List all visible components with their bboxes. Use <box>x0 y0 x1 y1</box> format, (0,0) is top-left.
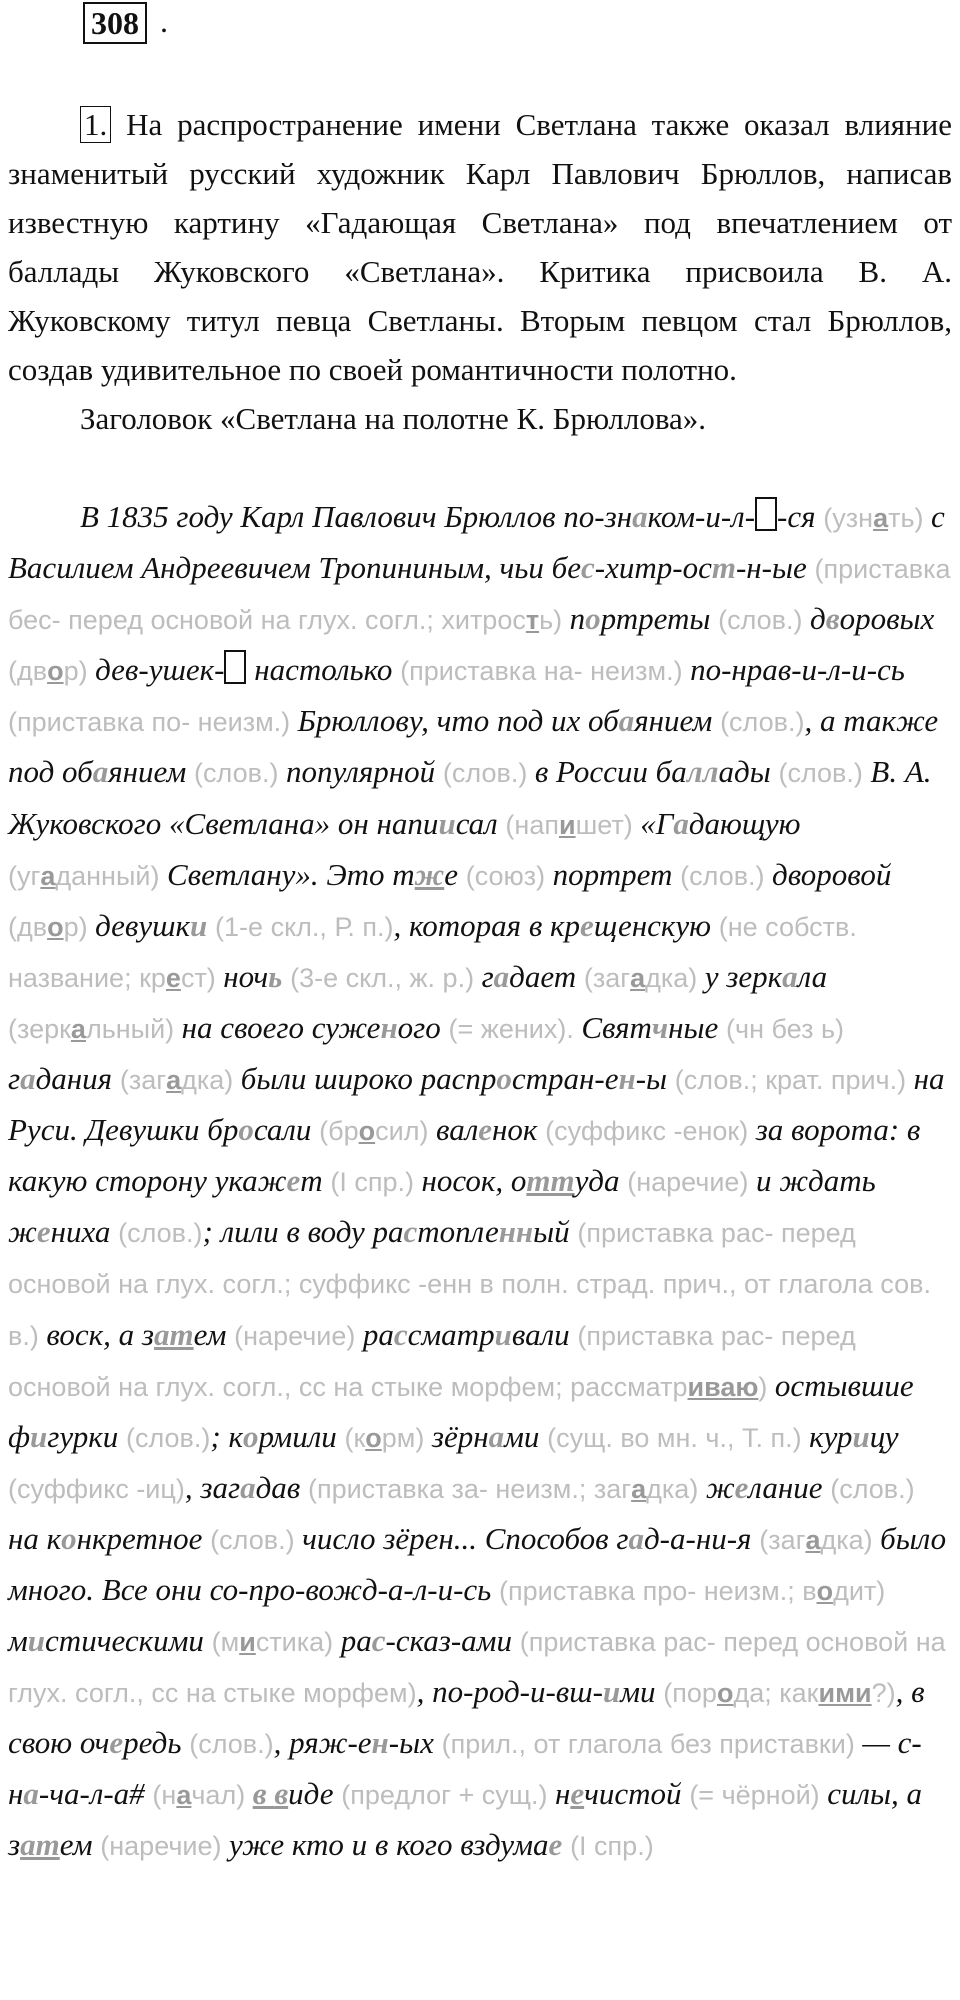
note: (слов.) <box>194 758 286 789</box>
note <box>584 963 705 993</box>
exercise-number-dot: . <box>160 3 168 39</box>
text-run: (бр <box>319 1116 359 1147</box>
text-run: дка) <box>645 962 705 993</box>
note <box>319 1116 436 1146</box>
text-run: было много. Все они со-про-вожд-а-л-и-сь <box>8 1520 947 1607</box>
highlighted-letter: е <box>165 962 181 993</box>
text-run: (дв <box>8 656 48 687</box>
note <box>152 1780 252 1810</box>
text-run: рм) <box>381 1422 432 1453</box>
highlighted-letter: а <box>40 860 56 891</box>
note <box>308 1474 706 1504</box>
note: (сущ. во мн. ч., Т. п.) <box>547 1422 810 1453</box>
note: (= жених). <box>448 1013 582 1044</box>
text-run: (к <box>344 1422 366 1453</box>
text-run: (н <box>152 1780 177 1811</box>
highlighted-letter: е <box>109 1725 124 1761</box>
text-run: рмили <box>258 1418 345 1454</box>
text-run: редь <box>123 1725 190 1761</box>
text-run: сали <box>253 1112 320 1148</box>
note: (= чёрной) <box>689 1780 828 1811</box>
text-run: (приставка за- неизм.; заг <box>307 1473 632 1504</box>
text-run: шет) <box>575 809 641 840</box>
highlighted-letter: о <box>47 911 64 942</box>
text-run: ?) <box>871 1678 896 1709</box>
note: (слов.; крат. прич.) <box>674 1065 914 1096</box>
text-run: ст) <box>180 962 224 993</box>
text-run: ла <box>797 958 828 994</box>
text-run: (приставка рас- перед основой на глух. согл., сс на стыке морфем; рассматр <box>8 1320 856 1402</box>
text-run: е <box>444 856 466 892</box>
text-run: «Г <box>640 805 674 841</box>
highlighted-letter: с <box>393 1316 408 1352</box>
highlighted-letter: ч <box>651 1009 669 1045</box>
text-run: дав <box>255 1469 308 1505</box>
highlighted-letter: о <box>585 601 601 637</box>
text-run: , заг <box>184 1469 241 1505</box>
text-run: дания <box>35 1061 120 1097</box>
text-run: р) <box>63 911 96 942</box>
note: (приставка рас- перед основой на глух. согл.; суффикс -енн в полн. страд. прич., от глагола сов. в.) <box>8 1218 931 1351</box>
text-run: сматр <box>407 1316 495 1352</box>
highlighted-letter: е <box>548 1827 563 1863</box>
text-run: -хитр-ос <box>594 550 712 586</box>
text-run: у зерк <box>704 958 783 994</box>
text-run: цу <box>869 1418 899 1454</box>
text-run: дворовой <box>772 856 892 892</box>
highlighted-letter: а <box>176 1780 192 1811</box>
text-run: ого <box>397 1009 449 1045</box>
highlighted-letter: е <box>478 1112 492 1148</box>
highlighted-letter: а <box>493 958 510 994</box>
text-run: дка) <box>181 1065 241 1096</box>
highlighted-letter: а <box>618 703 635 739</box>
note <box>344 1423 431 1453</box>
note: (наречие) <box>100 1831 229 1862</box>
text-run: оровых <box>839 601 935 637</box>
text-run: ми <box>620 1674 664 1710</box>
note: (I спр.) <box>570 1831 654 1862</box>
intro-paragraph-2: Заголовок «Светлана на полотне К. Брюллова». <box>80 401 707 436</box>
text-run <box>207 908 215 943</box>
text-run: по-нрав-и-л-и-сь <box>690 652 905 688</box>
highlighted-letter: о <box>238 1112 254 1148</box>
text-run: (нап <box>505 809 559 840</box>
note <box>505 810 640 840</box>
note: (слов.) <box>778 758 871 789</box>
text-run: (заг <box>583 962 631 993</box>
highlighted-letter: иваю <box>687 1371 759 1402</box>
highlighted-letter: т <box>711 550 736 586</box>
highlighted-letter: а <box>92 754 109 790</box>
text-run <box>282 959 290 994</box>
highlighted-letter: н <box>618 1061 636 1097</box>
text-run: стика) <box>255 1627 341 1658</box>
text-run: на к <box>8 1520 62 1556</box>
text-run: н <box>554 1776 571 1812</box>
text-run: стран-е <box>511 1061 619 1097</box>
text-run: дающую <box>688 805 801 841</box>
note <box>8 1014 182 1044</box>
text-run: были широко распр <box>240 1061 497 1097</box>
text-run: т <box>300 1163 331 1199</box>
text-run: -ся <box>777 499 824 534</box>
highlighted-letter: а <box>23 1776 39 1812</box>
text-run: ком-и-л- <box>647 499 756 534</box>
text-run: п <box>569 601 586 637</box>
highlighted-letter: о <box>716 1678 734 1709</box>
text-run: дка) <box>646 1473 706 1504</box>
text-run: и ждать ж <box>8 1163 876 1250</box>
text-run: щенскую <box>593 907 719 943</box>
note: (слов.) <box>718 605 811 636</box>
highlighted-letter: о <box>496 1061 512 1097</box>
text-run: ра <box>340 1623 372 1659</box>
text-run: данный) <box>55 860 167 891</box>
text-run: (приставка про- неизм.; в <box>499 1575 817 1606</box>
highlighted-letter: е <box>580 907 594 943</box>
text-run: д-а-ни-я <box>644 1520 760 1556</box>
text-run: янием <box>108 754 195 790</box>
note <box>663 1678 895 1708</box>
highlighted-letter: и <box>494 1316 512 1352</box>
highlighted-letter: е <box>286 1163 301 1199</box>
intro-text <box>8 100 952 443</box>
highlighted-letter: и <box>603 1674 621 1710</box>
text-run: стическими <box>45 1623 212 1659</box>
text-run: вал <box>435 1112 479 1148</box>
text-run: с Василием Андреевичем Тропининым, чьи бе <box>8 499 945 586</box>
note: (прил., от глагола без приставки) <box>441 1729 863 1760</box>
text-run: дает <box>509 958 584 994</box>
text-run: ; лили в воду ра <box>202 1214 404 1250</box>
text-run: (зерк <box>8 1013 71 1044</box>
text-run: ем <box>193 1316 235 1352</box>
text-run: ра <box>362 1316 394 1352</box>
text-run: иде <box>288 1776 342 1812</box>
text-run: (м <box>211 1627 240 1658</box>
zero-ending-box <box>224 650 246 684</box>
note: (суффикс -иц) <box>8 1473 185 1504</box>
note: (слов.) <box>118 1218 203 1249</box>
text-run: г <box>8 1061 21 1097</box>
highlighted-letter: в <box>252 1776 275 1812</box>
highlighted-letter: ь <box>268 958 283 994</box>
note: (I спр.) <box>330 1167 422 1198</box>
text-run: -сказ-ами <box>385 1623 520 1659</box>
text-run <box>562 1827 570 1862</box>
text-run: ь) <box>539 605 570 636</box>
note: (слов.) <box>442 758 535 789</box>
text-run: льный) <box>85 1013 182 1044</box>
text-run: , а также под об <box>8 703 939 790</box>
text-run: -ы <box>635 1061 675 1097</box>
text-run: -ча-л-а# <box>38 1776 153 1812</box>
highlighted-letter: лл <box>686 754 719 790</box>
text-run: ные <box>668 1009 727 1045</box>
highlighted-letter: нн <box>498 1214 534 1250</box>
text-run: ть) <box>888 503 932 533</box>
text-run: (дв <box>8 911 48 942</box>
note: (предлог + сущ.) <box>341 1780 555 1811</box>
highlighted-letter: и <box>190 907 208 943</box>
text-run: Светлану». Это т <box>166 856 415 892</box>
highlighted-letter: е <box>734 1469 749 1505</box>
highlighted-letter: а <box>70 1013 86 1044</box>
highlighted-letter: о <box>816 1575 834 1606</box>
text-run: настолько <box>246 652 401 688</box>
text-run: янием <box>634 703 721 739</box>
text-run: чистой <box>584 1776 690 1812</box>
highlighted-letter: а <box>805 1524 821 1555</box>
highlighted-letter: ат <box>20 1827 60 1863</box>
text-run: Брюллову, что под их об <box>297 703 619 739</box>
highlighted-letter: с <box>403 1214 418 1250</box>
highlighted-letter: и <box>438 805 456 841</box>
note: (1-е скл., Р. п.) <box>215 911 394 942</box>
note: (приставка рас- перед основой на глух. согл., сс на стыке морфем) <box>8 1627 946 1709</box>
text-run: В 1835 году Карл Павлович Брюллов по-зн <box>80 499 633 534</box>
highlighted-letter: т <box>525 605 540 636</box>
text-run: ноч <box>223 958 269 994</box>
text-run: В. А. Жуковского «Светлана» он напи <box>8 754 932 841</box>
highlighted-letter: с <box>581 550 595 586</box>
note: (приставка по- неизм.) <box>8 707 298 738</box>
text-run: (не собств. название; кр <box>8 911 857 993</box>
text-run: дит) <box>833 1575 886 1606</box>
note: (наречие) <box>234 1320 363 1351</box>
text-run: д <box>810 601 826 637</box>
text-run: , по-род-и-вш- <box>416 1674 603 1710</box>
text-run: в России ба <box>534 754 687 790</box>
text-run: (уг <box>8 860 41 891</box>
highlighted-letter: а <box>782 958 798 994</box>
highlighted-letter: в <box>274 1776 289 1812</box>
note: (слов.) <box>830 1473 915 1504</box>
text-run: ми <box>504 1418 548 1454</box>
zero-ending-box <box>755 497 777 531</box>
note <box>120 1065 241 1095</box>
note <box>499 1576 885 1606</box>
note <box>212 1627 341 1657</box>
text-run: вали <box>511 1316 578 1352</box>
highlighted-letter: а <box>488 1418 505 1454</box>
note: (слов.) <box>125 1422 211 1453</box>
highlighted-letter: и <box>27 1623 46 1659</box>
text-run: чал) <box>191 1780 253 1811</box>
highlighted-letter: а <box>873 503 889 533</box>
highlighted-letter: о <box>365 1422 382 1453</box>
text-run: остывшие ф <box>8 1367 914 1454</box>
text-run: нок <box>492 1112 546 1148</box>
text-run: , ряж-е <box>273 1725 372 1761</box>
highlighted-letter: и <box>239 1627 256 1658</box>
note: (чн без ь) <box>726 1013 845 1044</box>
note: (приставка на- неизм.) <box>400 656 691 687</box>
task-marker: 1. <box>80 106 111 143</box>
text-run: на своего суже <box>181 1009 381 1045</box>
text-run: ниха <box>50 1214 119 1250</box>
text-run: кур <box>809 1418 853 1454</box>
note <box>823 503 931 533</box>
text-run: гурки <box>47 1418 126 1454</box>
text-run: (заг <box>759 1524 806 1555</box>
highlighted-letter: а <box>631 1473 647 1504</box>
note: (слов.) <box>210 1524 303 1555</box>
text-run: зёрн <box>431 1418 489 1454</box>
text-run: топле <box>417 1214 499 1250</box>
text-run: г <box>481 958 494 994</box>
highlighted-letter: ат <box>154 1316 194 1352</box>
text-run: уже кто и в кого вздума <box>228 1827 549 1863</box>
note <box>8 656 95 686</box>
highlighted-letter: а <box>20 1061 36 1097</box>
text-run: р) <box>63 656 96 687</box>
text-run: девушк <box>95 907 191 943</box>
highlighted-letter: и <box>558 809 576 840</box>
highlighted-letter: ж <box>414 856 445 892</box>
text-run: , которая в кр <box>393 907 581 943</box>
text-run: да; как <box>733 1678 819 1709</box>
highlighted-letter: и <box>30 1418 48 1454</box>
highlighted-letter: о <box>47 656 64 687</box>
note <box>8 861 167 891</box>
text-run: дев-ушек- <box>95 652 225 688</box>
highlighted-letter: ими <box>818 1678 872 1709</box>
text-run: (заг <box>119 1065 167 1096</box>
analysis-paragraph <box>8 492 952 1872</box>
text-run: м <box>8 1623 28 1659</box>
highlighted-letter: и <box>852 1418 870 1454</box>
highlighted-letter: а <box>632 499 648 534</box>
intro-paragraph-1: 1. На распространение имени Светлана также оказал влияние знаменитый русский художник Карл Павлович Брюллов, написав известную картину «Гадающая Светлана» под впечатлением от баллады Жуковского «Светлана». Критика присвоила В. А. Жуковскому титул певца Светланы. Вторым певцом стал Брюллов, создав удивительное по своей романтичности полотно. <box>8 107 952 387</box>
text-run: (приставка бес- перед основой на глух. согл.; хитрос <box>8 554 951 636</box>
text-run: нкретное <box>76 1520 211 1556</box>
highlighted-letter: а <box>630 962 646 993</box>
highlighted-letter: о <box>358 1116 376 1147</box>
text-run: уда <box>574 1163 628 1199</box>
text-run: ; к <box>210 1418 243 1454</box>
highlighted-letter: а <box>673 805 689 841</box>
text-run: ртреты <box>600 601 719 637</box>
text-run: -ых <box>388 1725 442 1761</box>
note: (слов.) <box>680 860 773 891</box>
note <box>759 1525 880 1555</box>
note: (слов.) <box>720 707 805 738</box>
text-run: — с-н <box>8 1725 922 1812</box>
text-run: (пор <box>663 1678 717 1709</box>
text-run: ) <box>758 1371 775 1402</box>
highlighted-letter: е <box>570 1776 585 1812</box>
text-run: ем <box>59 1827 101 1863</box>
text-run: ады <box>718 754 779 790</box>
highlighted-letter: е <box>36 1214 51 1250</box>
highlighted-letter: а <box>240 1469 256 1505</box>
text-run: на Руси. Девушки бр <box>8 1061 945 1148</box>
text-run: лание <box>748 1469 831 1505</box>
highlighted-letter: н <box>371 1725 389 1761</box>
note <box>8 912 95 942</box>
orthography-analysis <box>8 492 952 1872</box>
text-run: силы, а з <box>8 1776 922 1863</box>
highlighted-letter: в <box>825 601 840 637</box>
text-run: воск, а з <box>46 1316 154 1352</box>
text-run: -н-ые <box>735 550 815 586</box>
text-run: за ворота: в какую сторону укаж <box>8 1112 921 1199</box>
note: (наречие) <box>627 1167 756 1198</box>
text-run: Свят <box>581 1009 652 1045</box>
text-run: сил) <box>375 1116 436 1147</box>
text-run: ж <box>705 1469 735 1505</box>
highlighted-letter: с <box>371 1623 386 1659</box>
text-run: число зёрен... Способов г <box>302 1520 629 1556</box>
note: (3-е скл., ж. р.) <box>290 962 482 993</box>
highlighted-letter: о <box>242 1418 259 1454</box>
highlighted-letter: а <box>166 1065 182 1096</box>
note: (суффикс -енок) <box>545 1116 756 1147</box>
note: (союз) <box>465 860 553 891</box>
exercise-number: 308 <box>83 2 147 44</box>
text-run: портрет <box>552 856 681 892</box>
highlighted-letter: о <box>61 1520 77 1556</box>
highlighted-letter: тт <box>526 1163 575 1199</box>
highlighted-letter: а <box>628 1520 644 1556</box>
note: (слов.) <box>189 1729 274 1760</box>
text-run: (узн <box>823 503 874 533</box>
highlighted-letter: н <box>380 1009 398 1045</box>
text-run: , в свою оч <box>8 1674 925 1761</box>
text-run: носок, о <box>421 1163 527 1199</box>
text-run: сал <box>455 805 506 841</box>
text-run: популярной <box>285 754 443 790</box>
text-run: дка) <box>820 1524 881 1555</box>
text-run: ый <box>533 1214 578 1250</box>
